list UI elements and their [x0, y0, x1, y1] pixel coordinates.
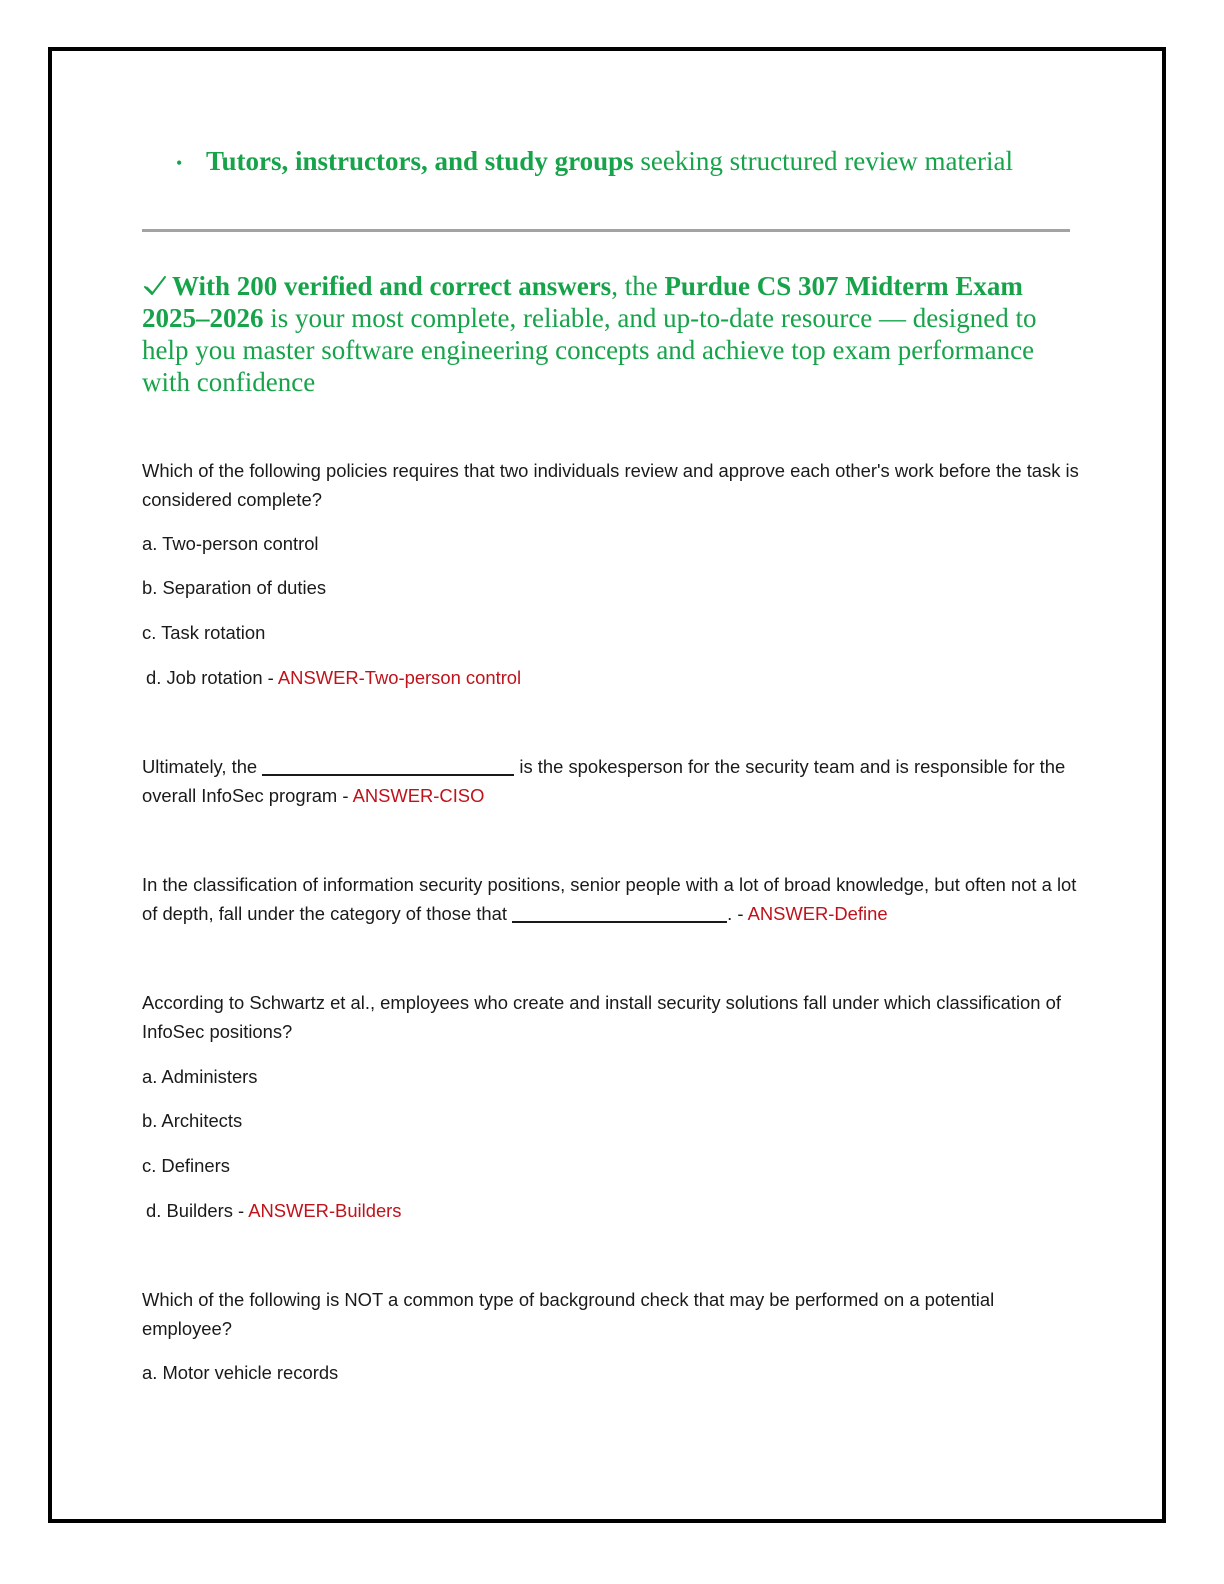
question-1-answer: ANSWER-Two-person control: [277, 667, 522, 688]
check-icon: [142, 273, 172, 297]
question-2-blank: [262, 758, 514, 776]
question-3-pre: In the classification of information security positions, senior people with a lot of broad knowledge, but often not a lot of depth, fall under the category of those that: [142, 874, 1077, 924]
question-4-option-a: a. Administers: [142, 1066, 258, 1087]
question-4-option-c: c. Definers: [142, 1155, 230, 1176]
bullet-bold-text: Tutors, instructors, and study groups: [206, 146, 634, 176]
summary-text-2: is your most complete, reliable, and up-to-date resource — designed to help you master software engineering concepts and achieve top exam performance with confidence: [142, 303, 1037, 397]
question-1-option-d: [142, 663, 1086, 692]
question-2-answer: ANSWER-CISO: [352, 785, 485, 806]
question-1-option-c: c. Task rotation: [142, 622, 266, 643]
question-2-post: is the spokesperson for the security team and is responsible for the overall InfoSec program -: [142, 756, 1066, 806]
question-1-stem: Which of the following policies requires that two individuals review and approve each other's work before the task is considered complete?: [142, 460, 1079, 510]
summary-paragraph: [142, 270, 1077, 398]
question-4-option-d: [142, 1196, 1086, 1225]
question-1-option-b: b. Separation of duties: [142, 577, 327, 598]
question-3-blank: [512, 905, 727, 923]
question-4-stem: According to Schwartz et al., employees who create and install security solutions fall under which classification of InfoSec positions?: [142, 992, 1061, 1042]
question-2: [142, 752, 1082, 810]
question-4-answer: ANSWER-Builders: [248, 1200, 402, 1221]
question-5-stem: Which of the following is NOT a common type of background check that may be performed on a potential employee?: [142, 1289, 995, 1339]
question-5-option-a: a. Motor vehicle records: [142, 1362, 339, 1383]
summary-bold-2: Purdue CS 307 Midterm Exam 2025–2026: [142, 271, 1023, 333]
bullet-dot: •: [176, 153, 183, 174]
horizontal-rule: [142, 229, 1070, 232]
question-3-post: . -: [727, 903, 748, 924]
question-4-option-b: b. Architects: [142, 1110, 243, 1131]
question-4-option-d-text: d. Builders -: [146, 1200, 249, 1221]
question-2-pre: Ultimately, the: [142, 756, 263, 777]
question-1-option-a: a. Two-person control: [142, 533, 319, 554]
summary-text-1: , the: [611, 271, 665, 301]
summary-bold-1: With 200 verified and correct answers: [172, 271, 612, 301]
audience-bullet: [176, 146, 1013, 177]
bullet-rest-text: seeking structured review material: [633, 146, 1013, 176]
question-3-answer: ANSWER-Define: [747, 903, 888, 924]
question-3: [142, 870, 1082, 928]
question-1-option-d-text: d. Job rotation -: [146, 667, 278, 688]
